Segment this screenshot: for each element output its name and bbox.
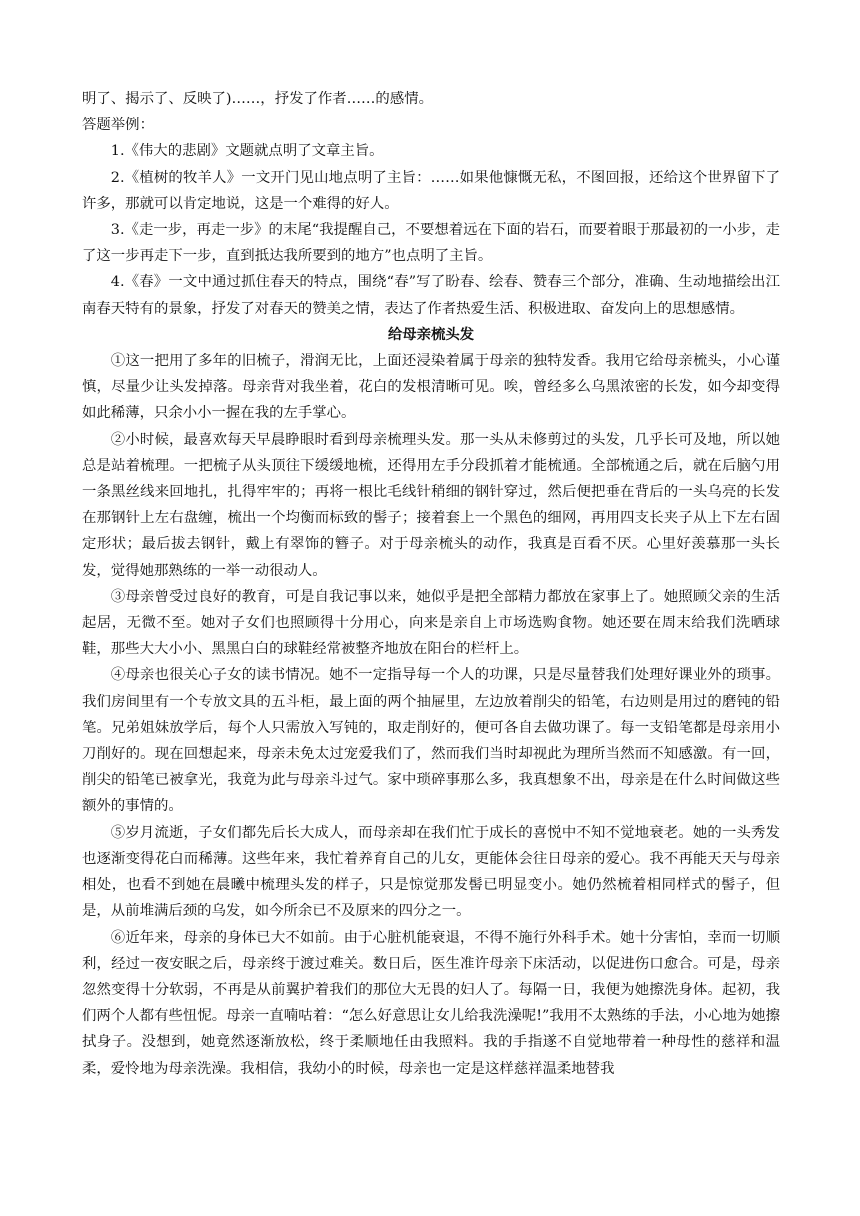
essay-paragraph-5: ⑤岁月流逝，子女们都先后长大成人，而母亲却在我们忙于成长的喜悦中不知不觉地衰老。她的一头秀发也逐渐变得花白而稀薄。这些年来，我忙着养育自己的儿女，更能体会往日母亲的爱心。我不再能天天与母亲相处，也看不到她在晨曦中梳理头发的样子，只是惊觉那发髻已明显变小。她仍然梳着相同样式的髻子，但是，从前堆满后颈的乌发，如今所余已不及原来的四分之一。 xyxy=(82,824,780,920)
essay-body xyxy=(82,348,780,1082)
example-item-1: 1.《伟大的悲剧》文题就点明了文章主旨。 xyxy=(110,143,384,160)
example-item-4: 4.《春》一文中通过抓住春天的特点，围绕“春”写了盼春、绘春、赞春三个部分，准确、生动地描绘出江南春天特有的景象，抒发了对春天的赞美之情，表达了作者热爱生活、积极进取、奋发向上的思想感情。 xyxy=(82,274,780,317)
essay-paragraph-1: ①这一把用了多年的旧梳子，滑润无比，上面还浸染着属于母亲的独特发香。我用它给母亲梳头，小心谨慎，尽量少让头发掉落。母亲背对我坐着，花白的发根清晰可见。唉，曾经多么乌黑浓密的长发，如今却变得如此稀薄，只余小小一握在我的左手掌心。 xyxy=(82,353,780,422)
essay-paragraph-2: ②小时候，最喜欢每天早晨睁眼时看到母亲梳理头发。那一头从未修剪过的头发，几乎长可及地，所以她总是站着梳理。一把梳子从头顶往下缓缓地梳，还得用左手分段抓着才能梳通。全部梳通之后，就在后脑勺用一条黑丝线来回地扎，扎得牢牢的；再将一根比毛线针稍细的钢针穿过，然后便把垂在背后的一头乌亮的长发在那钢针上左右盘缠，梳出一个均衡而标致的髻子；接着套上一个黑色的细网，再用四支长夹子从上下左右固定形状；最后拔去钢针，戴上有翠饰的簪子。对于母亲梳头的动作，我真是百看不厌。心里好羡慕那一头长发，觉得她那熟练的一举一动很动人。 xyxy=(82,431,780,579)
essay-title: 给母亲梳头发 xyxy=(387,326,475,343)
example-item-2: 2.《植树的牧羊人》一文开门见山地点明了主旨：……如果他慷慨无私，不图回报，还给这个世界留下了许多，那就可以肯定地说，这是一个难得的好人。 xyxy=(82,169,780,212)
essay-paragraph-4: ④母亲也很关心子女的读书情况。她不一定指导每一个人的功课，只是尽量替我们处理好课业外的琐事。我们房间里有一个专放文具的五斗柜，最上面的两个抽屉里，左边放着削尖的铅笔，右边则是用过的磨钝的铅笔。兄弟姐妹放学后，每个人只需放入写钝的，取走削好的，便可各自去做功课了。每一支铅笔都是母亲用小刀削好的。现在回想起来，母亲未免太过宠爱我们了，然而我们当时却视此为理所当然而不知感激。有一回，削尖的铅笔已被拿光，我竟为此与母亲斗过气。家中琐碎事那么多，我真想象不出，母亲是在什么时间做这些额外的事情的。 xyxy=(82,667,780,815)
essay-paragraph-6: ⑥近年来，母亲的身体已大不如前。由于心脏机能衰退，不得不施行外科手术。她十分害怕，幸而一切顺利，经过一夜安眠之后，母亲终于渡过难关。数日后，医生准许母亲下床活动，以促进伤口愈合。可是，母亲忽然变得十分软弱，不再是从前翼护着我们的那位大无畏的妇人了。每隔一日，我便为她擦洗身体。起初，我们两个人都有些忸怩。母亲一直喃咕着：“怎么好意思让女儿给我洗澡呢!”我用不太熟练的手法，小心地为她擦拭身子。没想到，她竟然逐渐放松，终于柔顺地任由我照料。我的手指遂不自觉地带着一种母性的慈祥和温柔，爱怜地为母亲洗澡。我相信，我幼小的时候，母亲也一定是这样慈祥温柔地替我 xyxy=(82,929,780,1077)
example-item-3: 3.《走一步，再走一步》的末尾“我提醒自己，不要想着远在下面的岩石，而要着眼于那最初的一小步，走了这一步再走下一步，直到抵达我所要到的地方”也点明了主旨。 xyxy=(82,222,780,265)
examples-label: 答题举例： xyxy=(82,117,154,134)
document-page xyxy=(82,86,780,1082)
essay-paragraph-3: ③母亲曾受过良好的教育，可是自我记事以来，她似乎是把全部精力都放在家事上了。她照顾父亲的生活起居，无微不至。她对子女们也照顾得十分用心，向来是亲自上市场选购食物。她还要在周末给我们洗晒球鞋，那些大大小小、黑黑白白的球鞋经常被整齐地放在阳台的栏杆上。 xyxy=(82,588,780,658)
intro-continuation: 明了、揭示了、反映了)……，抒发了作者……的感情。 xyxy=(82,91,433,107)
